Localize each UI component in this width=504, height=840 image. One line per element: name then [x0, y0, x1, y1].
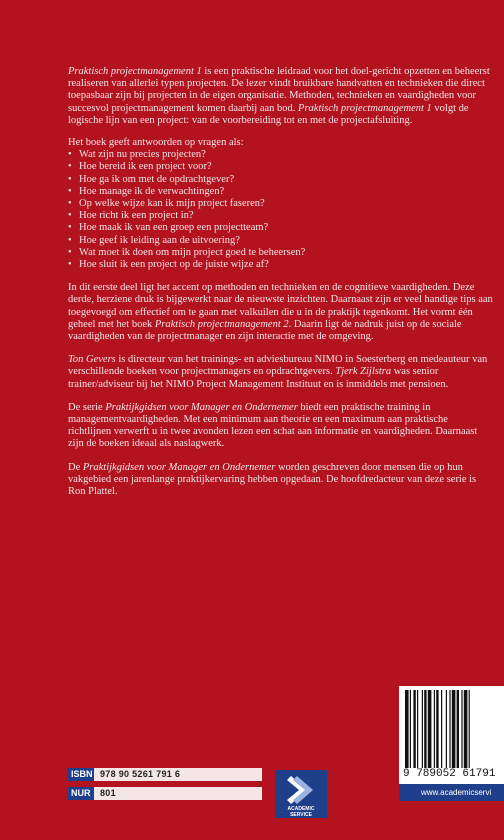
barcode-bar — [469, 690, 470, 768]
isbn-label: ISBN — [68, 768, 94, 781]
barcode-bar — [436, 690, 438, 768]
barcode-bar — [464, 690, 468, 768]
question-item: • Hoe bereid ik een project voor? — [68, 161, 493, 173]
barcode-bar — [410, 690, 411, 768]
barcode-bar — [461, 690, 462, 768]
barcode-bar — [446, 690, 447, 768]
book-title: Praktisch projectmanagement 1 — [298, 102, 432, 114]
barcode — [399, 686, 504, 799]
isbn-value: 978 90 5261 791 6 — [94, 768, 262, 781]
barcode-bar — [452, 690, 456, 768]
question-item: • Hoe ga ik om met de opdrachtgever? — [68, 174, 493, 186]
question-item: • Hoe sluit ik een project op de juiste wijze af? — [68, 259, 493, 271]
author-name: Tjerk Zijlstra — [335, 366, 392, 378]
question-list — [68, 149, 493, 271]
accent-paragraph: In dit eerste deel ligt het accent op methoden en technieken en de cognitieve vaardigheden. Deze derde, herziene druk is bijgewerkt naar de nieuwste inzichten. Daarnaast zijn er veel handige tips aan toegevoegd om effectief om te gaan met valkuilen die u in de praktijk tegenkomt. Het vormt één geheel met het boek Praktisch projectmanagement 2. Daarin ligt de nadruk juist op de sociale vaardigheden van de projectmanager en zijn interactie met de omgeving. — [68, 282, 493, 343]
barcode-bar — [428, 690, 432, 768]
book-title: Praktisch projectmanagement 1 — [68, 66, 202, 77]
nur-value: 801 — [94, 787, 262, 800]
editors-paragraph: De Praktijkgidsen voor Manager en Ondernemer worden geschreven door mensen die op hun vakgebied een jarenlange praktijkervaring hebben opgedaan. De hoofdredacteur van deze serie is Ron Plattel. — [68, 461, 477, 498]
barcode-bar — [422, 690, 423, 768]
logo-text: ACADEMIC SERVICE — [287, 806, 315, 818]
nur-row — [68, 787, 262, 800]
barcode-bar — [449, 690, 450, 768]
barcode-bar — [441, 690, 442, 768]
book-title: Praktisch projectmanagement 2 — [154, 318, 289, 330]
barcode-bars — [405, 690, 504, 768]
barcode-bar — [405, 690, 409, 768]
authors-paragraph: Ton Gevers is directeur van het trainings- en adviesbureau NIMO in Soesterberg en medeauteur van verschillende boeken voor projectmanagers en opdrachtgevers. Tjerk Zijlstra was senior trainer/adviseur bij het NIMO Project Management Instituut en is inmiddels met pensioen. — [68, 354, 488, 390]
barcode-digits: 9 789052 61791 — [403, 768, 496, 780]
back-cover-text — [68, 66, 493, 509]
barcode-bar — [434, 690, 435, 768]
barcode-bar — [457, 690, 459, 768]
barcode-bar — [413, 690, 415, 768]
nur-label: NUR — [68, 787, 94, 800]
barcode-bar — [417, 690, 418, 768]
question-item: • Hoe manage ik de verwachtingen? — [68, 186, 493, 198]
question-item: • Op welke wijze kan ik mijn project faseren? — [68, 198, 493, 210]
question-item: • Hoe geef ik leiding aan de uitvoering? — [68, 235, 493, 247]
intro-paragraph: Praktisch projectmanagement 1 is een praktische leidraad voor het doel-gericht opzetten en beheerst realiseren van allerlei typen projecten. De lezer vindt bruikbare handvatten en technieken die direct toepasbaar zijn bij projecten in de eigen organisatie. Methoden, technieken en vaardigheden voor succesvol projectmanagement komen daarbij aan bod. Praktisch projectmanagement 1 volgt de logische lijn van een project: van de voorbereiding tot en met de projectafsluiting. — [68, 66, 490, 126]
question-item: • Hoe maak ik van een groep een projectteam? — [68, 222, 493, 234]
author-name: Ton Gevers — [68, 354, 116, 366]
isbn-row — [68, 768, 262, 781]
questions-intro: Het boek geeft antwoorden op vragen als: — [68, 137, 244, 149]
barcode-bar — [424, 690, 426, 768]
question-item: • Hoe richt ik een project in? — [68, 210, 493, 222]
series-paragraph: De serie Praktijkgidsen voor Manager en Ondernemer biedt een praktische training in managementvaardigheden. Met een minimum aan theorie en een maximum aan praktische richtlijnen verwerft u in twee avonden lezen een schat aan informatie en vaardigheden. Daarnaast zijn de boeken ideaal als naslagwerk. — [68, 401, 478, 450]
publisher-url: www.academicservi — [399, 784, 504, 801]
question-item: • Wat moet ik doen om mijn project goed te beheersen? — [68, 247, 493, 259]
series-title: Praktijkgidsen voor Manager en Ondernemer — [105, 401, 298, 413]
question-item: • Wat zijn nu precies projecten? — [68, 149, 493, 161]
series-title: Praktijkgidsen voor Manager en Ondernemer — [82, 461, 276, 473]
